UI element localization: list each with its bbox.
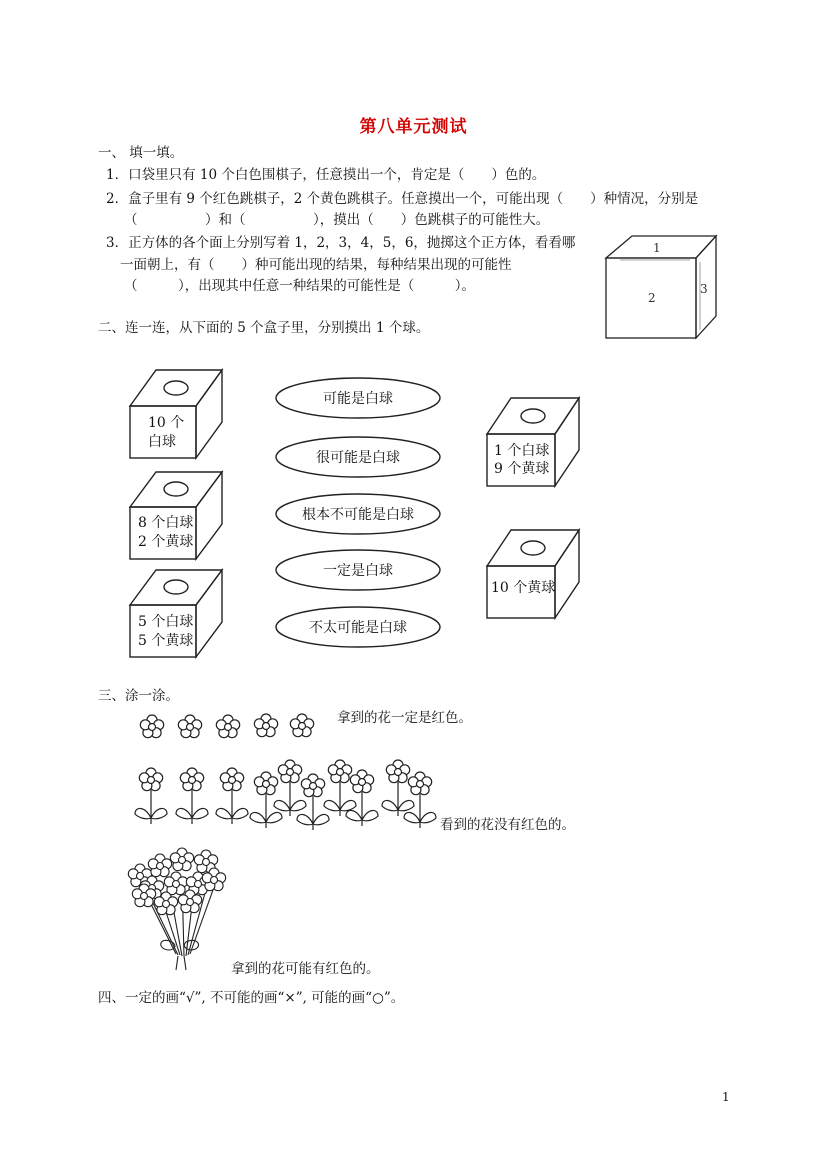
bouquet-flower-4 [194,850,217,873]
question-3-line1: 3．正方体的各个面上分别写着 1，2，3，4，5，6，抛掷这个正方体，看看哪 [106,235,576,251]
caption-row2: 看到的花没有红色的。 [440,817,575,833]
question-3-line3: （ ），出现其中任意一种结果的可能性是（ ）。 [124,278,475,294]
cube-label-top: 1 [653,241,661,255]
flower-row1-4 [254,714,277,737]
cube-label-side: 3 [700,282,708,296]
bouquet-flower-7 [186,872,209,895]
flower-row2-6b [404,772,436,828]
flower-row2-1 [135,768,167,824]
flower-row2-5a [324,760,356,816]
caption-bouquet: 拿到的花可能有红色的。 [231,961,380,977]
option-ellipse-4 [276,550,440,590]
flower-row2-6a [382,760,414,816]
option-ellipse-3 [276,494,440,534]
bouquet-flower-5 [140,876,163,899]
option-3: 根本不可能是白球 [302,507,414,523]
left-box-1-line1: 10 个 [148,415,185,431]
section1-heading: 一、 填一填。 [98,145,184,161]
section3-heading: 三、涂一涂。 [98,688,179,704]
left-box-1-line2: 白球 [148,434,176,450]
flower-row1-1 [140,715,163,738]
flower-row1-2 [178,715,201,738]
option-ellipse-2 [276,437,440,477]
bouquet-flower-8 [202,868,225,891]
bouquet-flower-2 [148,854,171,877]
flower-row2-5b [346,770,378,826]
right-box-1-line1: 1 个白球 [494,443,550,459]
section4-heading: 四、一定的画“√”, 不可能的画“×”, 可能的画“○”。 [98,990,405,1006]
section2-heading: 二、连一连，从下面的 5 个盒子里，分别摸出 1 个球。 [98,320,430,336]
page-number: 1 [722,1090,730,1104]
flower-row2-3 [216,768,248,824]
flower-row2-4a [250,772,282,828]
bouquet [135,872,218,970]
bouquet-flower-9 [154,892,177,915]
question-2-line1: 2．盒子里有 9 个红色跳棋子，2 个黄色跳棋子。任意摸出一个，可能出现（ ）种情况，分别是 [106,191,699,207]
flower-row1-5 [290,714,313,737]
flower-row2-4b [274,760,306,816]
bouquet-flower-3 [170,848,193,871]
option-ellipse-1 [276,378,440,418]
right-box-2-line1: 10 个黄球 [491,580,556,596]
left-box-2-line1: 8 个白球 [138,515,194,531]
right-box-2 [487,530,579,618]
question-3-line2: 一面朝上，有（ ）种可能出现的结果，每种结果出现的可能性 [120,257,512,273]
bouquet-flower-1 [128,864,151,887]
left-box-3-line1: 5 个白球 [138,614,194,630]
left-box-2-line2: 2 个黄球 [138,534,194,550]
page-title: 第八单元测试 [359,117,468,137]
left-box-3-line2: 5 个黄球 [138,633,194,649]
bouquet-flower-11 [132,884,155,907]
bouquet-flower-6 [164,872,187,895]
flower-row2-4c [297,774,329,830]
option-ellipse-5 [276,607,440,647]
left-box-1 [130,370,222,458]
flower-row2-2 [176,768,208,824]
left-box-3 [130,570,222,657]
right-box-1 [487,398,579,486]
caption-row1: 拿到的花一定是红色。 [337,710,472,726]
question-1: 1．口袋里只有 10 个白色围棋子，任意摸出一个，肯定是（ ）色的。 [106,167,546,183]
option-4: 一定是白球 [323,563,393,579]
flower-row1-3 [216,715,239,738]
left-box-2 [130,472,222,559]
bouquet-flower-10 [178,890,201,913]
question-2-line2: （ ）和（ ），摸出（ ）色跳棋子的可能性大。 [124,212,550,228]
option-1: 可能是白球 [323,391,393,407]
right-box-1-line2: 9 个黄球 [494,461,550,477]
cube-label-front: 2 [648,291,656,305]
option-2: 很可能是白球 [316,450,400,466]
option-5: 不太可能是白球 [309,620,407,636]
